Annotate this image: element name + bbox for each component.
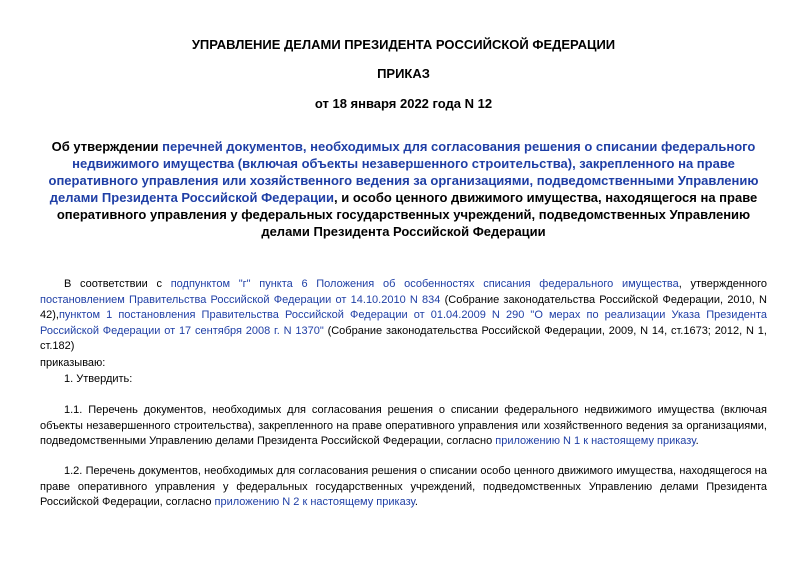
link-appendix-1[interactable]: приложению N 1 к настоящему приказу [495, 435, 696, 448]
item-1-1-end: . [695, 435, 699, 448]
organization-heading: УПРАВЛЕНИЕ ДЕЛАМИ ПРЕЗИДЕНТА РОССИЙСКОЙ ФЕДЕРАЦИИ [191, 37, 616, 52]
preamble-text-2: , утвержденного [678, 278, 768, 290]
item-1-2-end: . [414, 496, 418, 509]
item-1-approve: 1. Утвердить: [64, 373, 133, 385]
link-subpoint-g[interactable]: подпунктом "г" пункта 6 Положения об особенностях списания федерального имущества [170, 278, 679, 290]
item-1-2-paragraph [40, 464, 767, 511]
date-number-heading: от 18 января 2022 года N 12 [314, 96, 493, 111]
title-text-2: , и особо ценного движимого имущества, находящегося на праве оперативного управления у федеральных государственных учреждений, подведомственных Управлению делами Президента Российской Федерации [56, 190, 758, 239]
link-resolution-834[interactable]: постановлением Правительства Российской Федерации от 14.10.2010 N 834 [40, 293, 441, 306]
item-1-1-paragraph [40, 403, 767, 450]
document-title [40, 138, 767, 240]
preamble-text-3: (Собрание законодательства Российской Федерации, 2010, N 42), [40, 293, 767, 322]
document-type-heading: ПРИКАЗ [377, 66, 430, 81]
link-resolution-290[interactable]: пунктом 1 постановления Правительства Российской Федерации от 01.04.2009 N 290 "О мерах по реализации Указа Президента Российской Федерации от 17 сентября 2008 г. N 1370" [40, 309, 767, 337]
item-1-2-text: 1.2. Перечень документов, необходимых для согласования решения о списании особо ценного движимого имущества, находящегося на праве оперативного управления у федеральных государственных учреждений, подведомственных Управлению делами Президента Российской Федерации, согласно [40, 465, 767, 509]
preamble-text-1: В соответствии с [64, 278, 171, 290]
title-text-1: Об утверждении [51, 139, 163, 154]
title-link-lists[interactable]: перечней документов, необходимых для согласования решения о списании федерального недвижимого имущества (включая объекты незавершенного строительства), закрепленного на праве оперативного управления или хозяйственного ведения за организациями, подведомственными Управлению делами Президента Российской Федерации [48, 139, 759, 205]
item-1-1-text: 1.1. Перечень документов, необходимых для согласования решения о списании федерального недвижимого имущества (включая объекты незавершенного строительства), закрепленного на праве оперативного управления или хозяйственного ведения за организациями, подведомственными Управлению делами Президента Российской Федерации, согласно [40, 404, 767, 448]
link-appendix-2[interactable]: приложению N 2 к настоящему приказу [214, 496, 415, 509]
preamble-text-4: (Собрание законодательства Российской Федерации, 2009, N 14, ст.1673; 2012, N 1, ст.182) [40, 324, 767, 353]
order-word: приказываю: [40, 357, 106, 369]
preamble-paragraph [40, 277, 767, 355]
